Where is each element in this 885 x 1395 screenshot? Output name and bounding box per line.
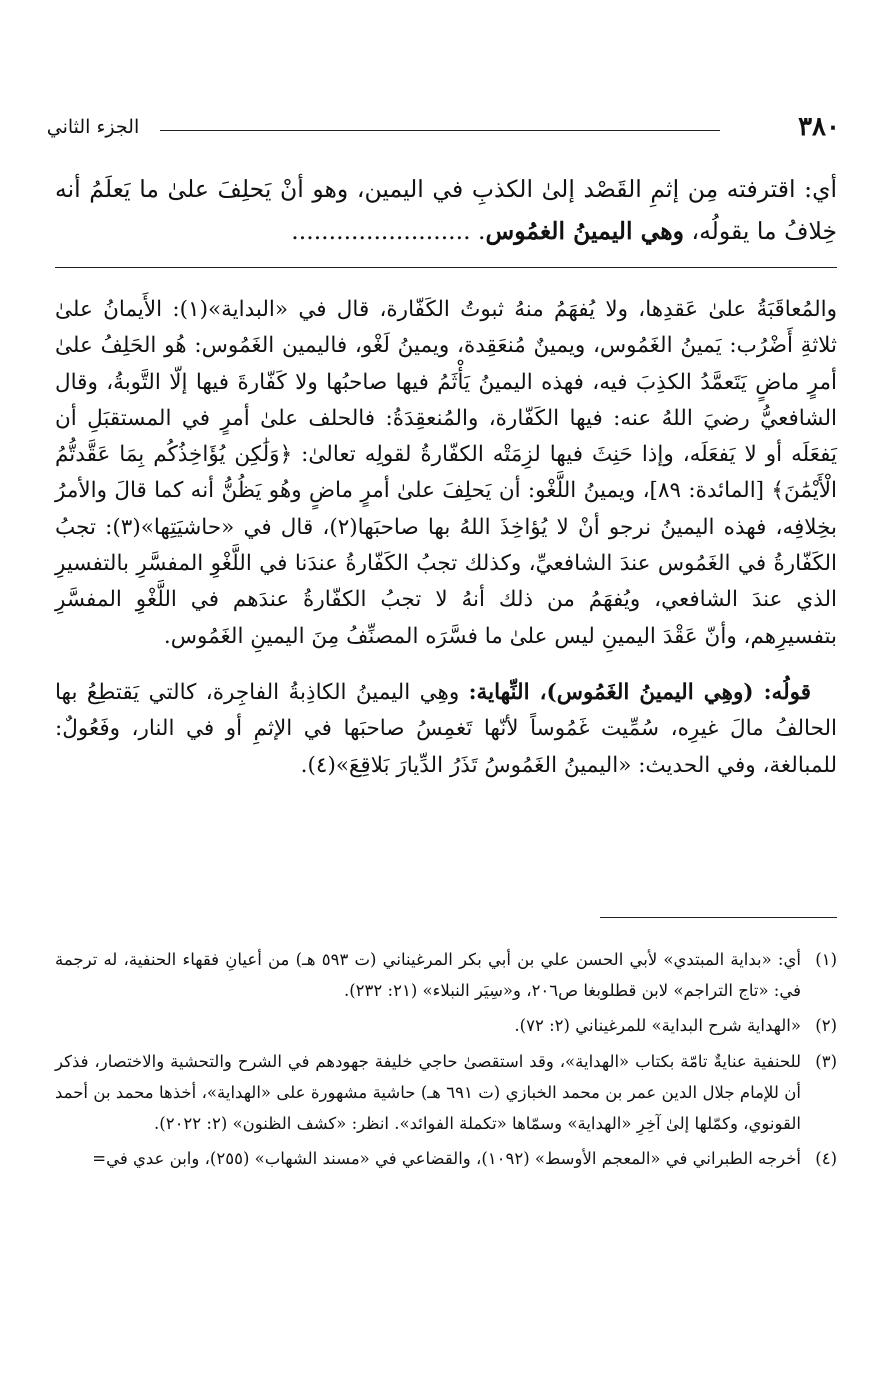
matn-text [55,168,837,252]
matn-lead: أي: اقترفته مِن إثمِ القَصْد إلىٰ الكذبِ في اليمين، وهو أنْ يَحلِفَ علىٰ ما يَعلَمُ أنه خِلافُ ما يقولُه، [55,175,837,245]
footnote [55,1010,837,1041]
footnote [55,1046,837,1140]
footnote-text: «الهداية شرح البداية» للمرغيناني (٢: ٧٢). [514,1016,801,1036]
commentary [55,292,837,784]
lemma-bold: قولُه: (وهِي اليمينُ الغَمُوس)، النِّهاية: [468,679,811,705]
footnote-text: أي: «بداية المبتدي» لأبي الحسن علي بن أبي بكر المرغيناني (ت ٥٩٣ هـ) من أعيانِ فقهاء الحنفية، له ترجمة في: «تاج التراجم» لابن قطلوبغا ص٢٠٦، و«سِيَر النبلاء» (٢١: ٢٣٢). [55,950,801,1001]
footnote-divider [600,917,837,918]
matn-divider [55,267,837,268]
footnote-number: (٢) [815,1016,837,1036]
footnote-text: أخرجه الطبراني في «المعجم الأوسط» (١٠٩٢)، والقضاعي في «مسند الشهاب» (٢٥٥)، وابن عدي في= [92,1149,801,1169]
lemma-explanation: وهِي اليمينُ الكاذِبةُ الفاجِرة، كالتي يَقتطِعُ بها الحالفُ مالَ غيرِه، سُمِّيت غَمُوساً لأنّها تَغمِسُ صاحبَها في الإثمِ أو في النار، وفَعُولٌ: للمبالغة، وفي الحديث: «اليمينُ الغَمُوسُ تَذَرُ الدِّيارَ بَلاقِعَ»(٤). [55,679,837,778]
matn-bold-phrase: وهي اليمينُ الغمُوس [485,217,685,245]
header-rule [160,130,720,131]
commentary-paragraph [55,675,837,784]
footnote [55,1143,837,1174]
page-number: ٣٨٠ [798,112,840,142]
footnote-number: (٣) [815,1051,837,1071]
footnote-number: (١) [815,950,837,969]
matn-dots: . ........................ [291,217,486,245]
footnote-number: (٤) [815,1149,837,1169]
running-title: الجزء الثاني [46,116,140,138]
footnotes [55,944,837,1178]
footnote-text: للحنفية عنايةٌ تامّة بكتاب «الهداية»، وقد استقصىٰ حاجي خليفة جهودهم في الشرح والتحشية والاختصار، فذكر أن للإمام جلال الدين عمر بن محمد الخبازي (ت ٦٩١ هـ) حاشية مشهورة على «الهداية»، أخذها محمد بن أحمد القونوي، وكمّلها إلىٰ آخِرِ «الهداية» وسمّاها «تكملة الفوائد». انظر: «كشف الظنون» (٢: ٢٠٢٢). [55,1051,801,1134]
commentary-paragraph: والمُعاقَبَةُ علىٰ عَقدِها، ولا يُفهَمُ منهُ ثبوتُ الكَفّارة، قال في «البداية»(١): الأَيمانُ علىٰ ثلاثةِ أَضْرُب: يَمينُ الغَمُوس، ويمينٌ مُنعَقِدة، ويمينُ لَغْو، فاليمين الغَمُوس: هُو الحَلِفُ علىٰ أمرٍ ماضٍ يَتَعمَّدُ الكذِبَ فيه، فهذه اليمينُ يَأْثَمُ فيها صاحبُها ولا كَفّارةَ فيها إلّا التَّوبةُ، وقال الشافعيُّ رضيَ اللهُ عنه: فيها الكَفّارة، والمُنعقِدَةُ: فالحلف علىٰ أمرٍ في المستقبَلِ أن يَفعَلَه أو لا يَفعَلَه، وإذا حَنِثَ فيها لزِمَتْه الكفّارةُ لقولِه تعالىٰ: ﴿وَلَٰكِن يُؤَاخِذُكُم بِمَا عَقَّدتُّمُ الْأَيْمَٰنَ﴾ [المائدة: ٨٩]، ويمينُ اللَّغْو: أن يَحلِفَ علىٰ أمرٍ ماضٍ وهُو يَظُنُّ أنه كما قالَ والأمرُ بخِلافِه، فهذه اليمينُ نرجو أنْ لا يُؤاخِذَ اللهُ بها صاحبَها(٢)، قال في «حاشيَتِها»(٣): تجبُ الكَفّارةُ في الغَمُوس عندَ الشافعيِّ، وكذلك تجبُ الكَفّارةُ عندَنا في اللَّغْوِ المفسَّرِ بالتفسيرِ الذي عندَ الشافعي، ويُفهَمُ من ذلك أنهُ لا تجبُ الكفّارةُ عندَهم في اللَّغْوِ المفسَّرِ بتفسيرِهم، وأنّ عَقْدَ اليمينِ ليس علىٰ ما فسَّرَه المصنِّفُ مِنَ اليمينِ الغَمُوس. [55,297,838,649]
footnote [55,944,837,1006]
